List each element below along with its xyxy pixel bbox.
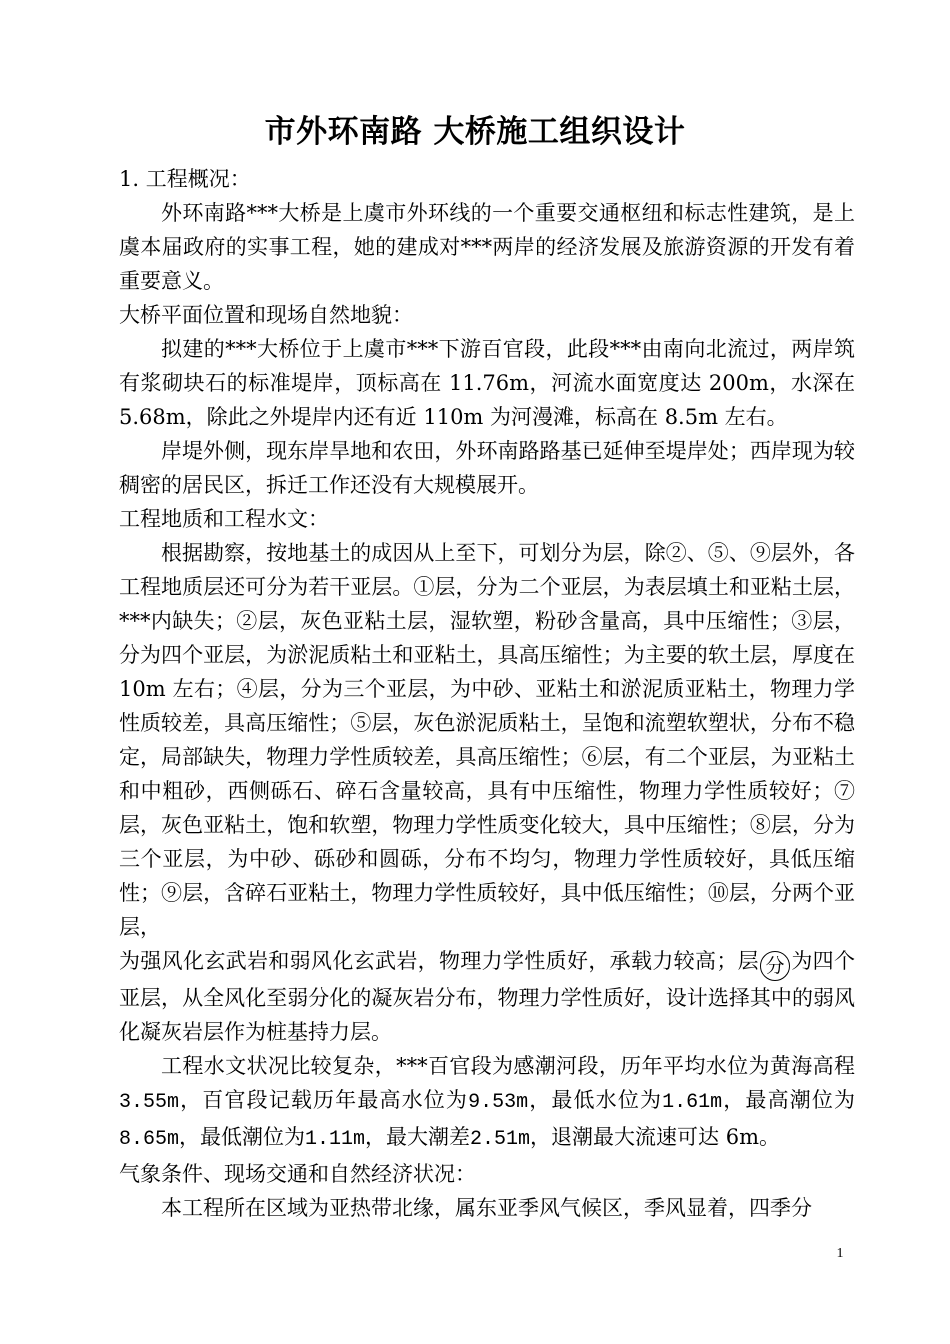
paragraph-location: 拟建的***大桥位于上虞市***下游百官段，此段***由南向北流过，两岸筑有浆砌块石的标准堤岸，顶标高在 11.76m，河流水面宽度达 200m，水深在 5.68m，除此之外堤岸内还有近 110m 为河漫滩，标高在 8.5m 左右。 <box>119 337 855 429</box>
hydrology-value: 8.65m <box>119 1128 180 1151</box>
paragraph-bedrock <box>119 944 855 1049</box>
document-body <box>119 162 855 1225</box>
bedrock-text-before: 为强风化玄武岩和弱风化玄武岩，物理力学性质好，承载力较高；层 <box>119 949 759 973</box>
subheading-geology: 工程地质和工程水文： <box>119 507 329 531</box>
paragraph-intro: 外环南路***大桥是上虞市外环线的一个重要交通枢纽和标志性建筑，是上虞本届政府的实事工程，她的建成对***两岸的经济发展及旅游资源的开发有着重要意义。 <box>119 201 855 293</box>
hydrology-text: ，最高潮位为 <box>722 1088 856 1112</box>
hydrology-value: 2.51m <box>470 1128 531 1151</box>
hydrology-text: ，最大潮差 <box>365 1125 471 1149</box>
hydrology-value: 9.53m <box>468 1091 529 1114</box>
bedrock-text-after: 为四个亚层，从全风化至弱分化的凝灰岩分布，物理力学性质好，设计选择其中的弱风化凝灰岩层作为桩基持力层。 <box>119 949 855 1044</box>
paragraph-banks: 岸堤外侧，现东岸旱地和农田，外环南路路基已延伸至堤岸处；西岸现为较稠密的居民区，拆迁工作还没有大规模展开。 <box>119 439 855 497</box>
circled-layer-mark: 分 <box>760 951 790 981</box>
page-number: 1 <box>836 1246 844 1261</box>
hydrology-value: 1.61m <box>662 1091 723 1114</box>
subheading-climate: 气象条件、现场交通和自然经济状况： <box>119 1162 476 1186</box>
section-heading-overview: 1. 工程概况： <box>119 167 251 191</box>
hydrology-value: 1.11m <box>305 1128 366 1151</box>
subheading-location: 大桥平面位置和现场自然地貌： <box>119 303 413 327</box>
paragraph-hydrology <box>119 1049 855 1157</box>
document-title: 市外环南路 大桥施工组织设计 <box>264 114 686 150</box>
paragraph-geology: 根据勘察，按地基土的成因从上至下，可划分为层，除②、⑤、⑨层外，各工程地质层还可分为若干亚层。①层，分为二个亚层，为表层填土和亚粘土层，***内缺失；②层，灰色亚粘土层，湿软塑，粉砂含量高，具中压缩性；③层，分为四个亚层，为淤泥质粘土和亚粘土，具高压缩性；为主要的软土层，厚度在 10m 左右；④层，分为三个亚层，为中砂、亚粘土和淤泥质亚粘土，物理力学性质较差，具高压缩性；⑤层，灰色淤泥质粘土，呈饱和流塑软塑状，分布不稳定，局部缺失，物理力学性质较差，具高压缩性；⑥层，有二个亚层，为亚粘土和中粗砂，西侧砾石、碎石含量较高，具有中压缩性，物理力学性质较好；⑦层，灰色亚粘土，饱和软塑，物理力学性质变化较大，具中压缩性；⑧层，分为三个亚层，为中砂、砾砂和圆砾，分布不均匀，物理力学性质较好，具低压缩性；⑨层，含碎石亚粘土，物理力学性质较好，具中低压缩性；⑩层，分两个亚层， <box>119 541 855 939</box>
hydrology-value: 3.55m <box>119 1091 180 1114</box>
hydrology-text: ，最低潮位为 <box>179 1125 306 1149</box>
hydrology-text: ，退潮最大流速可达 6m。 <box>530 1125 780 1149</box>
paragraph-climate: 本工程所在区域为亚热带北缘，属东亚季风气候区，季风显着，四季分 <box>161 1196 812 1220</box>
hydrology-text: ，最低水位为 <box>528 1088 663 1112</box>
hydrology-text: 工程水文状况比较复杂，***百官段为感潮河段，历年平均水位为黄海高程 <box>161 1054 855 1078</box>
hydrology-text: ，百官段记载历年最高水位为 <box>179 1088 469 1112</box>
